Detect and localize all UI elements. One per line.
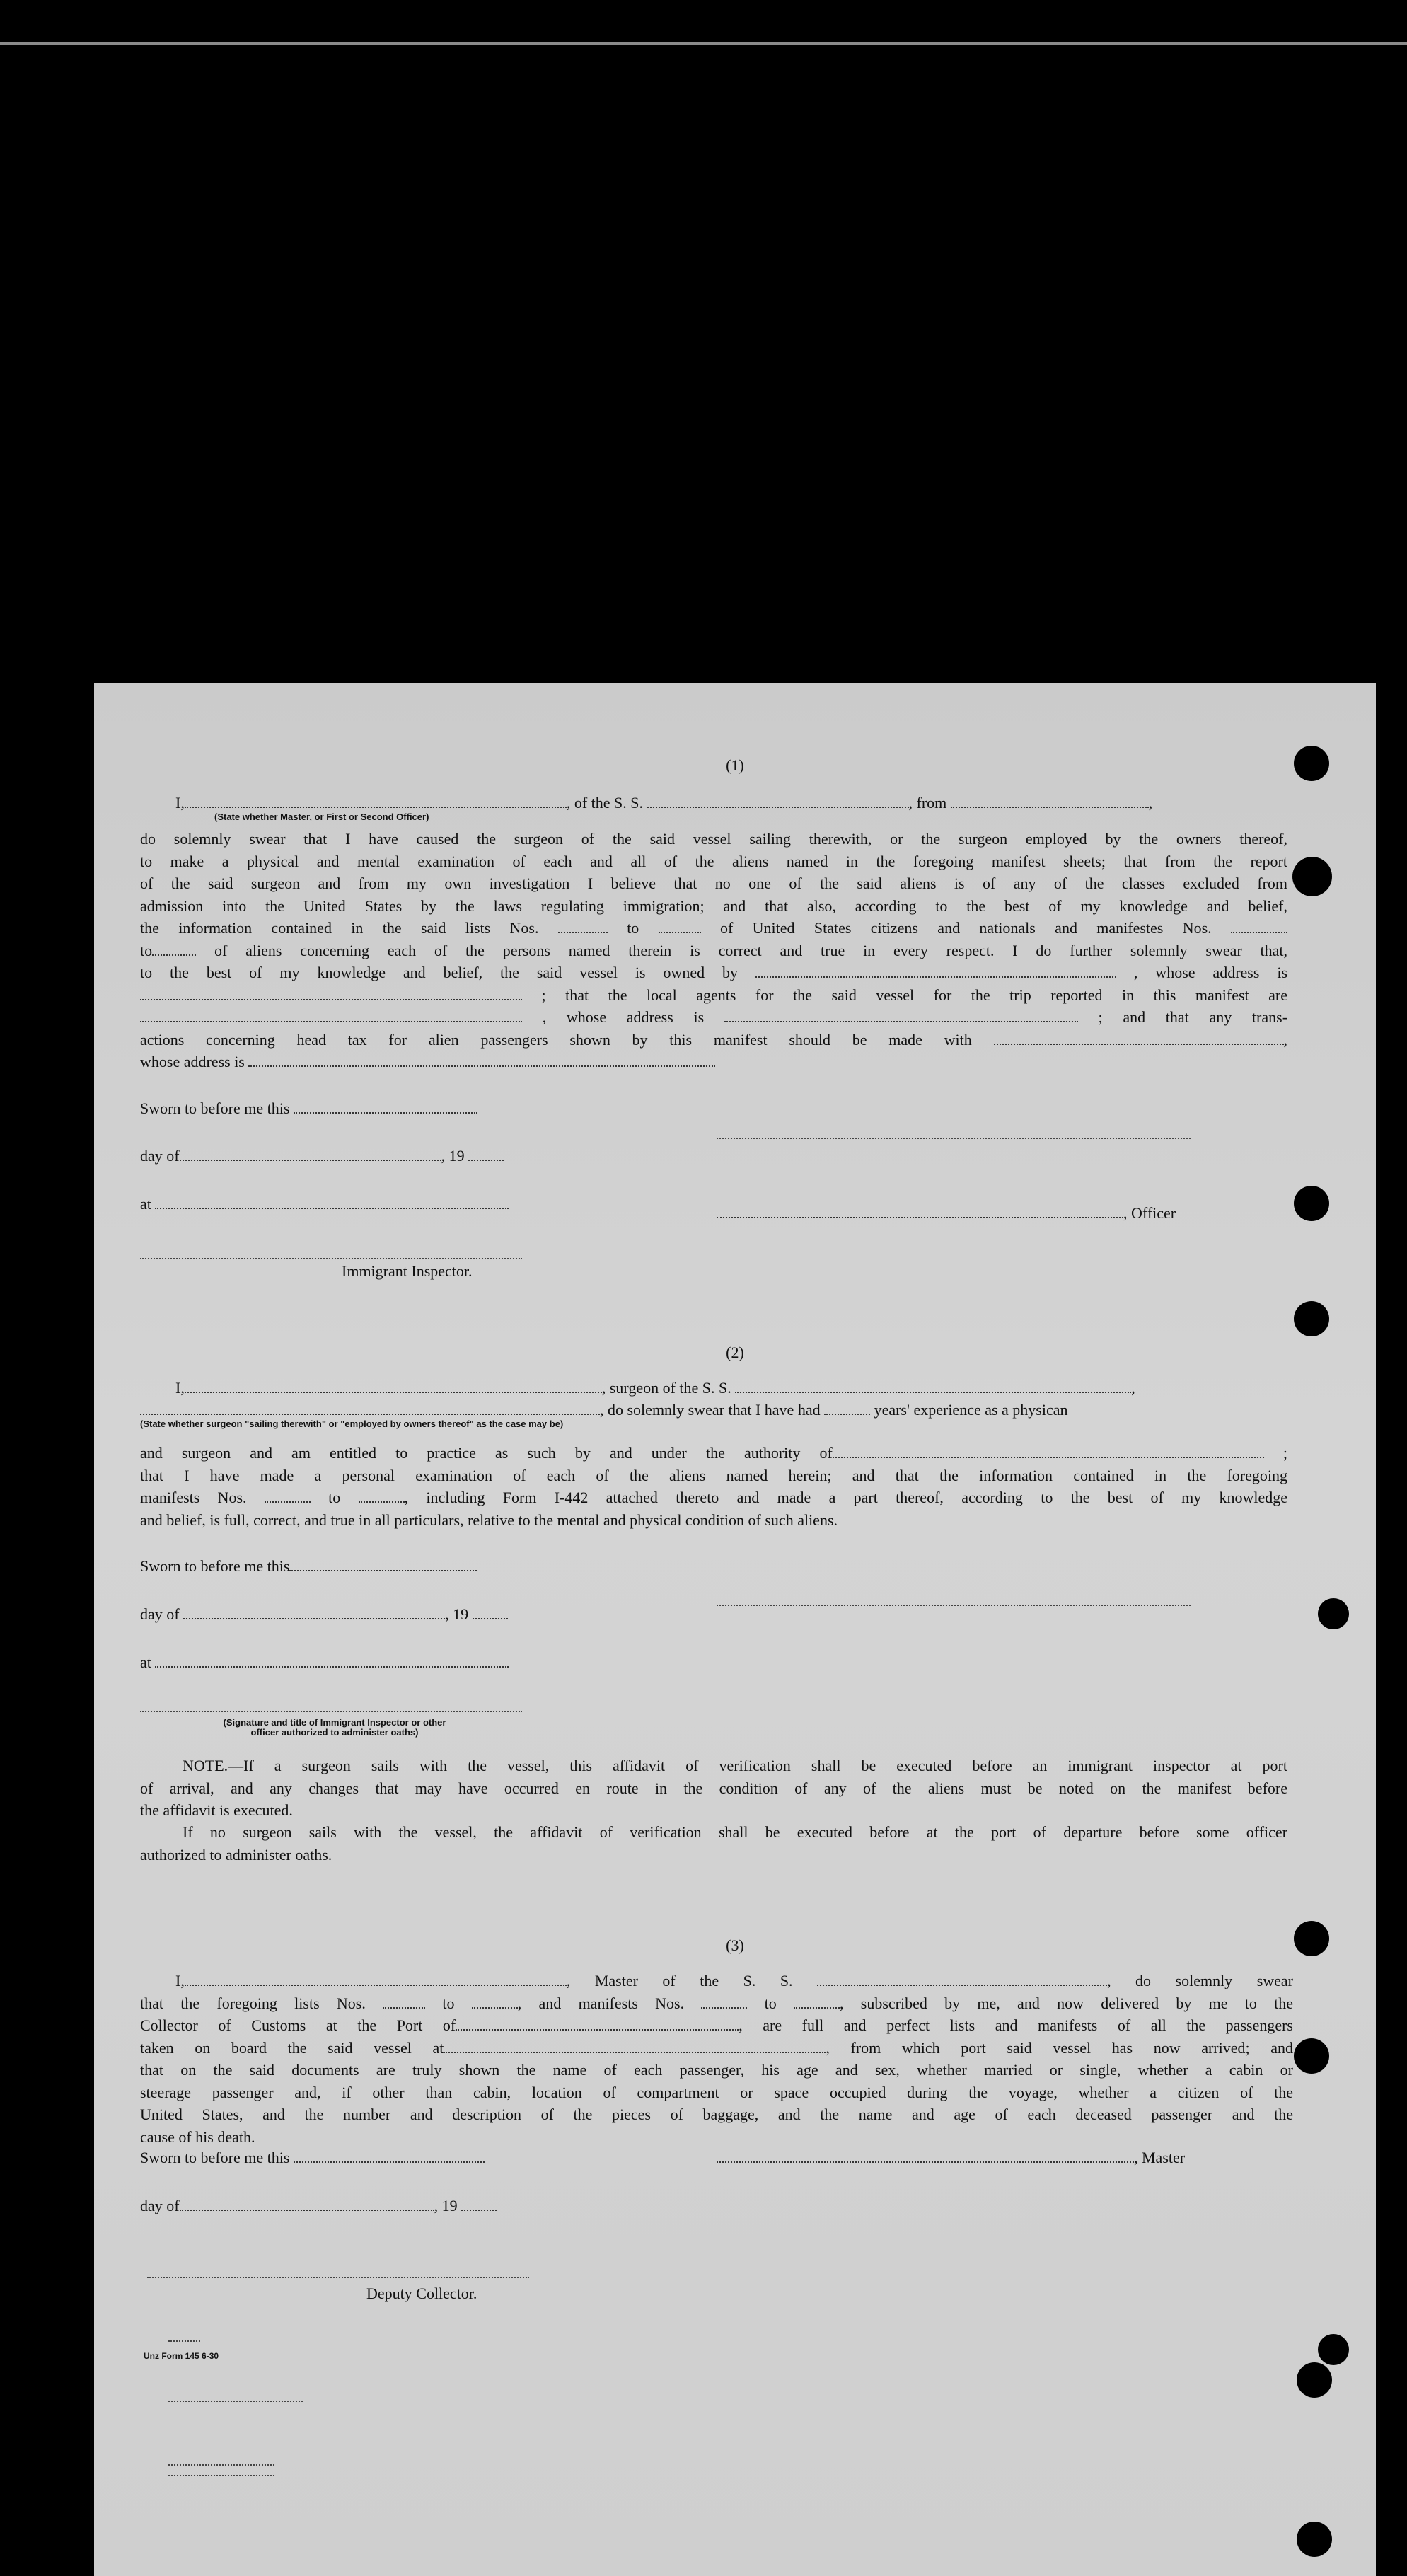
body-line (140, 1992, 1293, 2015)
label: , do solemnly swear that I have had (600, 1401, 821, 1419)
label: , Master of the S. S. (566, 1972, 793, 1989)
label: to (140, 941, 153, 959)
section-1-line-1 (175, 792, 1152, 814)
faint-mark (168, 2339, 200, 2342)
label: , from which port said vessel has now arrived; and (826, 2038, 1293, 2057)
section-3-master (717, 2147, 1185, 2168)
signature-line (140, 1709, 522, 1712)
label: , (1148, 794, 1153, 812)
section-1-caption: (State whether Master, or First or Second Officer) (214, 812, 429, 822)
body-line: steerage passenger and, if other than cabin, location of compartment or space occupied during the voyage, whether a citizen of the (140, 2083, 1293, 2101)
label: , are full and perfect lists and manifests of all the passengers (739, 2016, 1293, 2034)
section-1-number: (1) (726, 756, 744, 774)
section-1-at (140, 1193, 509, 1215)
signature-line (717, 1603, 1191, 1606)
body-line: admission into the United States by the laws regulating immigration; and that also, according to the best of my knowledge and belief, (140, 896, 1287, 915)
top-border-line (0, 42, 1407, 45)
note-block (140, 1755, 1287, 1866)
body-line: to make a physical and mental examination of each and all of the aliens named in the foregoing manifest sheets; that from the report (140, 852, 1287, 870)
label: Sworn to before me this (140, 2149, 290, 2166)
section-2-line-2 (140, 1399, 1287, 1421)
section-2-sworn (140, 1555, 477, 1577)
section-3-sworn (140, 2147, 485, 2168)
form-page (94, 683, 1376, 2576)
note-line: NOTE.—If a surgeon sails with the vessel, this affidavit of verification shall be executed before an immigrant inspector at port (183, 1757, 1287, 1774)
label: , do solemnly swear (1107, 1972, 1294, 1989)
signature-line (140, 1257, 522, 1259)
section-3-day (140, 2195, 497, 2217)
body-line (140, 1006, 1287, 1029)
label: to the best of my knowledge and belief, the said vessel is owned by (140, 964, 739, 981)
section-2-sig-caption (172, 1718, 497, 1738)
label: , from (908, 794, 947, 812)
faint-mark (168, 2473, 274, 2476)
punch-hole (1318, 1598, 1349, 1629)
label: , subscribed by me, and now delivered by me to the (840, 1994, 1293, 2012)
body-line: do solemnly swear that I have caused the surgeon of the said vessel sailing therewith, or the surgeon employed by the owners thereof, (140, 830, 1287, 848)
label: to (764, 1994, 777, 2012)
body-line (140, 1029, 1287, 1051)
label: , 19 (445, 1605, 469, 1623)
caption-line: (Signature and title of Immigrant Inspector or other (223, 1717, 446, 1728)
label: years' experience as a physican (874, 1401, 1068, 1419)
section-3-deputy: Deputy Collector. (366, 2285, 477, 2302)
note-line: of arrival, and any changes that may have occurred en route in the condition of any of the aliens must be noted on the manifest before (140, 1779, 1287, 1797)
label: ; and that any trans- (1098, 1008, 1288, 1026)
label: to (442, 1994, 455, 2012)
note-line: the affidavit is executed. (140, 1801, 293, 1819)
punch-hole (1294, 2038, 1329, 2074)
body-line (140, 984, 1287, 1007)
label: at (140, 1653, 151, 1671)
section-2-caption: (State whether surgeon "sailing therewith" or "employed by owners thereof" as the case may be) (140, 1419, 564, 1429)
label: day of (140, 1147, 180, 1165)
label: , and manifests Nos. (517, 1994, 685, 2012)
label: the information contained in the said lists Nos. (140, 919, 539, 937)
label: ; (1282, 1444, 1288, 1462)
punch-hole (1297, 2522, 1332, 2557)
label: actions concerning head tax for alien passengers shown by this manifest should be made with (140, 1030, 972, 1049)
label: whose address is (140, 1053, 245, 1070)
label: manifests Nos. (140, 1489, 247, 1506)
body-line: and belief, is full, correct, and true in all particulars, relative to the mental and physical condition of such aliens. (140, 1511, 838, 1529)
label: Sworn to before me this (140, 1557, 290, 1575)
punch-hole (1297, 2362, 1332, 2398)
label: , 19 (434, 2197, 458, 2214)
label: I, (175, 794, 185, 812)
body-line (140, 1051, 1287, 1073)
section-1-officer (717, 1202, 1176, 1224)
label: , surgeon of the S. S. (601, 1379, 731, 1397)
label: , whose address is (1133, 964, 1288, 981)
form-number: Unz Form 145 6-30 (144, 2351, 219, 2361)
note-line: authorized to administer oaths. (140, 1845, 332, 1864)
label: at (140, 1195, 151, 1213)
body-line (140, 917, 1287, 940)
label: , (1131, 1379, 1135, 1397)
section-1-inspector: Immigrant Inspector. (342, 1262, 473, 1280)
label: , of the S. S. (566, 794, 644, 812)
note-line: If no surgeon sails with the vessel, the affidavit of verification shall be executed before at the port of departure before some officer (183, 1823, 1287, 1841)
section-3-body (140, 1970, 1293, 2148)
section-2-body (140, 1442, 1287, 1531)
label: taken on board the said vessel at (140, 2038, 444, 2057)
signature-line (717, 1136, 1191, 1139)
label: day of (140, 1605, 180, 1623)
body-line (140, 1442, 1287, 1465)
signature-line (147, 2275, 529, 2278)
punch-hole (1294, 1301, 1329, 1336)
label: to (328, 1489, 341, 1506)
label: , whose address is (542, 1008, 705, 1026)
body-line (140, 940, 1287, 962)
label: of aliens concerning each of the persons named therein is correct and true in every respect. I do further solemnly swear that, (214, 941, 1287, 959)
punch-hole (1294, 1186, 1329, 1221)
body-line (140, 961, 1287, 984)
faint-mark (168, 2463, 274, 2466)
body-line (140, 1970, 1293, 1992)
body-line: of the said surgeon and from my own investigation I believe that no one of the said aliens is of any of the classes excluded from (140, 874, 1287, 892)
punch-hole (1292, 857, 1332, 896)
section-1-body (140, 828, 1287, 1073)
label: , including Form I-442 attached thereto and made a part thereof, according to the best of my knowledge (404, 1489, 1288, 1506)
label: Sworn to before me this (140, 1099, 290, 1117)
label: I, (175, 1972, 185, 1989)
body-line (140, 2037, 1293, 2060)
label: , 19 (441, 1147, 465, 1165)
body-line: cause of his death. (140, 2127, 255, 2146)
section-1-day (140, 1145, 504, 1167)
label: and surgeon and am entitled to practice as such by and under the authority of (140, 1444, 833, 1462)
section-2-line-1 (175, 1377, 1135, 1399)
label: of United States citizens and nationals and manifestes Nos. (720, 919, 1212, 937)
body-line: that on the said documents are truly shown the name of each passenger, his age and sex, whether married or single, whether a cabin or (140, 2061, 1293, 2079)
caption-line: officer authorized to administer oaths) (250, 1727, 419, 1738)
label: to (627, 919, 639, 937)
label: day of (140, 2197, 180, 2214)
body-line: that I have made a personal examination of each of the aliens named herein; and that the information contained in the foregoing (140, 1466, 1287, 1484)
body-line (140, 1486, 1287, 1509)
label: Collector of Customs at the Port of (140, 2016, 456, 2034)
section-3-number: (3) (726, 1936, 744, 1954)
body-line: United States, and the number and description of the pieces of baggage, and the name and age of each deceased passenger and the (140, 2106, 1293, 2123)
label: I, (175, 1379, 185, 1397)
label: , (1283, 1030, 1287, 1049)
label: that the foregoing lists Nos. (140, 1994, 366, 2012)
body-line (140, 2014, 1293, 2037)
section-2-day (140, 1603, 508, 1625)
label: , Officer (1123, 1204, 1176, 1222)
label: ; that the local agents for the said vessel for the trip reported in this manifest are (541, 986, 1287, 1004)
section-1-sworn (140, 1097, 477, 1119)
section-2-at (140, 1651, 509, 1673)
label: , Master (1134, 2149, 1186, 2166)
punch-hole (1318, 2334, 1349, 2365)
section-2-number: (2) (726, 1344, 744, 1361)
faint-mark (168, 2399, 303, 2402)
